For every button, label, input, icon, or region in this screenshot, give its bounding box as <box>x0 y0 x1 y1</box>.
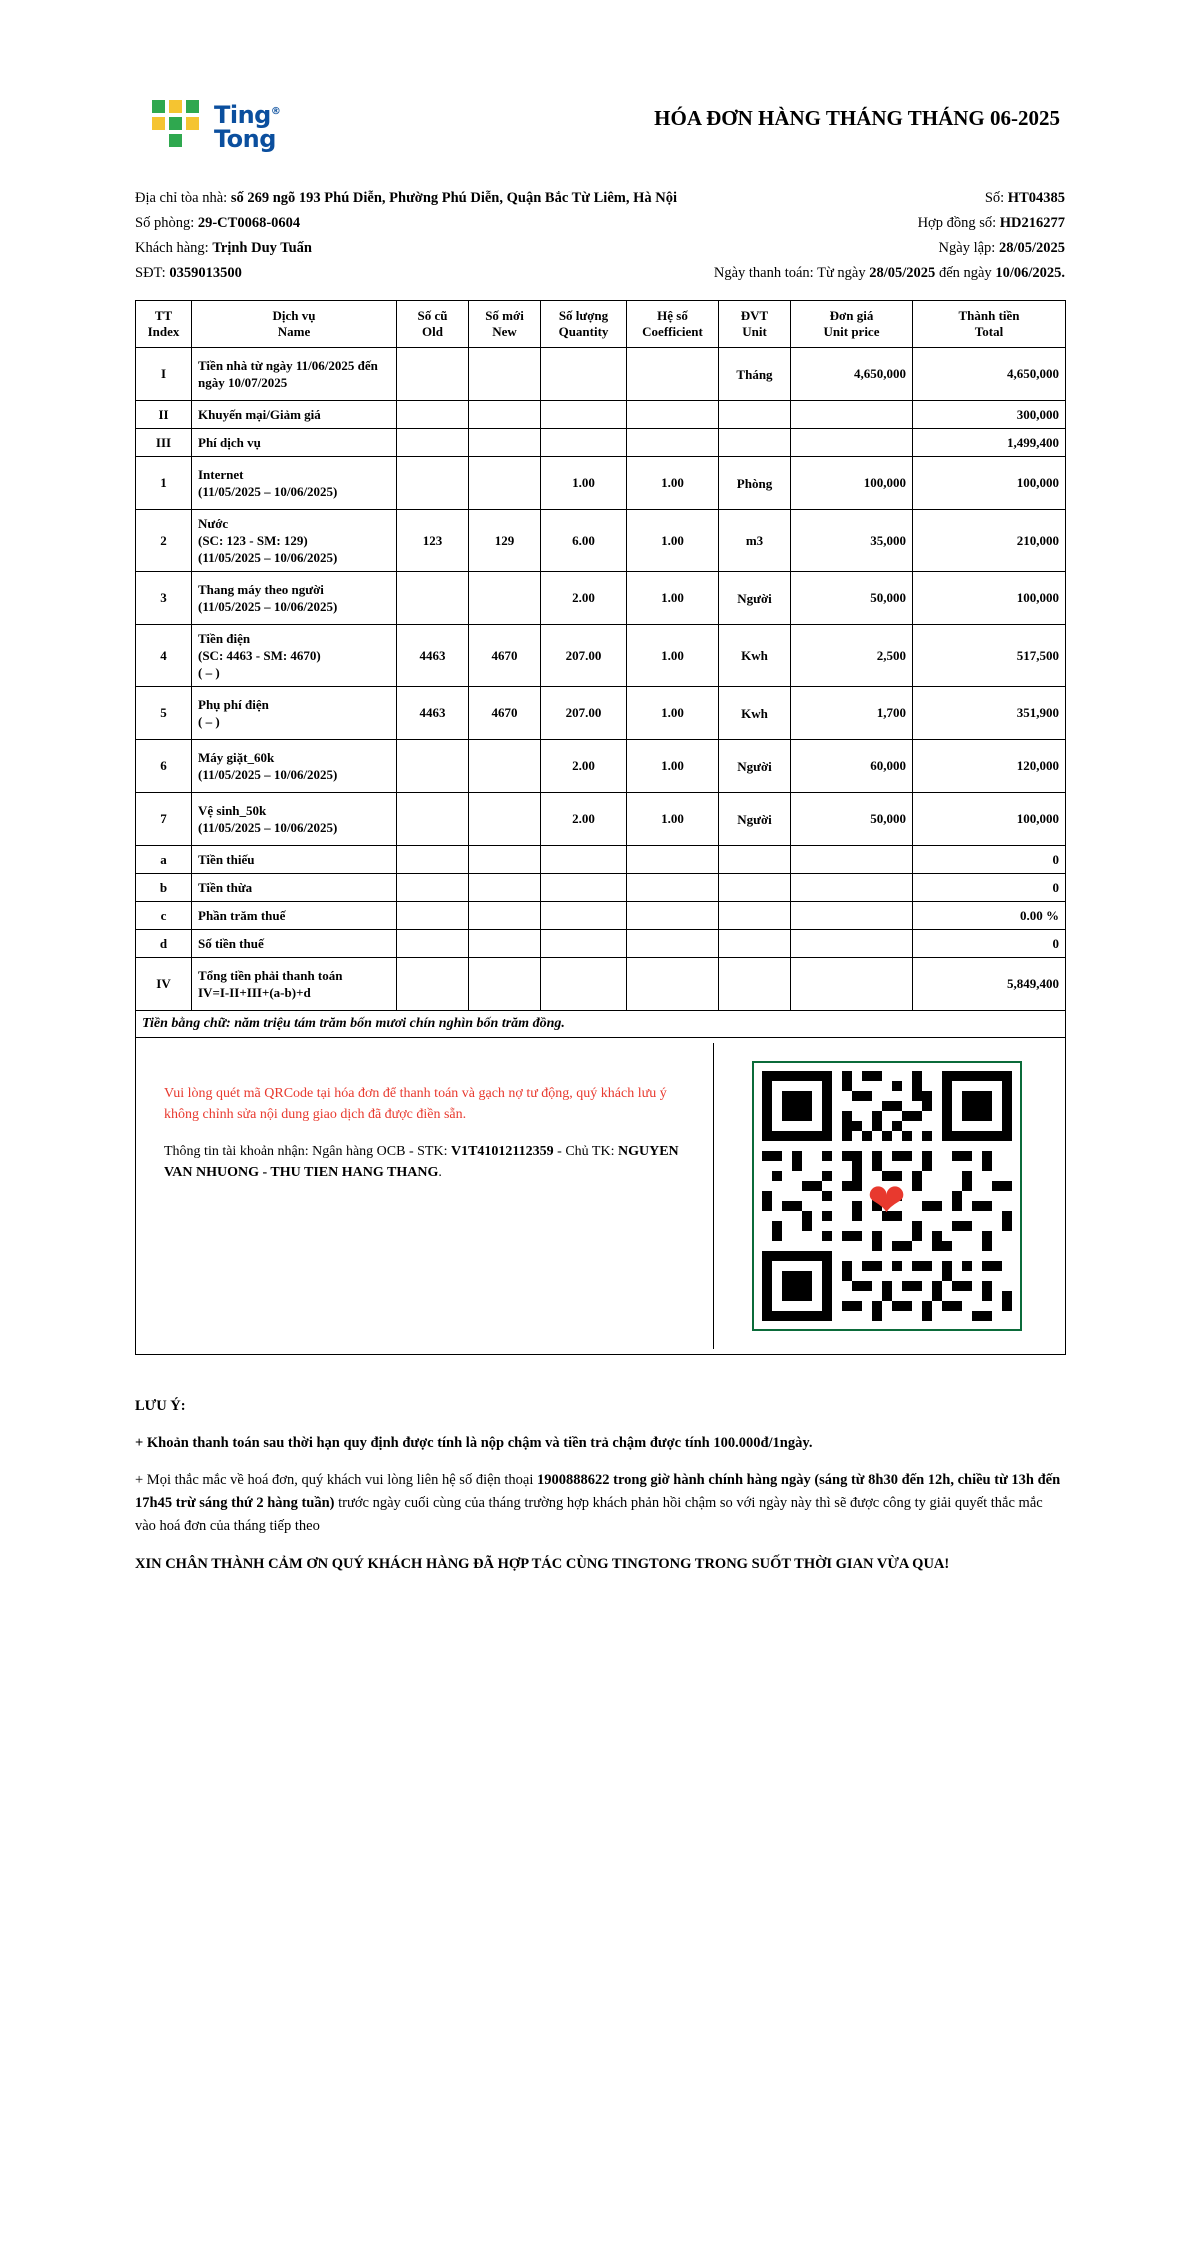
row-coefficient: 1.00 <box>627 572 719 625</box>
brand-line-1: Ting <box>214 100 271 129</box>
row-name: Khuyến mại/Giảm giá <box>192 401 397 429</box>
col-unit-top: ĐVT <box>740 308 769 323</box>
row-name-note: ( – ) <box>198 665 220 680</box>
row-total: 5,849,400 <box>913 958 1066 1011</box>
note-hotline-part-1: + Mọi thắc mắc về hoá đơn, quý khách vui lòng liên hệ số điện thoại <box>135 1472 534 1488</box>
amount-in-words: Tiền bằng chữ: năm triệu tám trăm bốn mươi chín nghìn bốn trăm đồng. <box>136 1011 1066 1038</box>
invoice-meta <box>135 186 1065 286</box>
col-price-bottom: Unit price <box>823 324 880 339</box>
row-index: IV <box>136 958 192 1011</box>
row-unit <box>719 902 791 930</box>
row-coefficient: 1.00 <box>627 687 719 740</box>
row-name-formula: IV=I-II+III+(a-b)+d <box>198 985 311 1000</box>
row-quantity: 6.00 <box>541 510 627 572</box>
table-row <box>136 625 1066 687</box>
col-index <box>136 301 192 348</box>
col-quantity-top: Số lượng <box>558 308 609 323</box>
row-old <box>397 874 469 902</box>
page-title: HÓA ĐƠN HÀNG THÁNG THÁNG 06-2025 <box>654 106 1060 130</box>
row-new: 4670 <box>469 687 541 740</box>
row-total: 0 <box>913 930 1066 958</box>
row-quantity <box>541 874 627 902</box>
row-total: 0 <box>913 874 1066 902</box>
row-price: 50,000 <box>791 572 913 625</box>
payment-period-from: 28/05/2025 <box>869 265 936 281</box>
row-unit <box>719 429 791 457</box>
row-price: 100,000 <box>791 457 913 510</box>
row-coefficient: 1.00 <box>627 457 719 510</box>
row-index: d <box>136 930 192 958</box>
row-name <box>192 572 397 625</box>
row-name-note: ( – ) <box>198 714 220 729</box>
col-index-top: TT <box>154 308 173 323</box>
row-name <box>192 457 397 510</box>
row-index: c <box>136 902 192 930</box>
note-hotline-part-3: trước ngày cuối cùng của tháng trường hợp khách phản hồi chậm so với ngày này thì sẽ được công ty giải quyết thắc mắc vào hoá đơn của tháng tiếp theo <box>135 1495 1043 1534</box>
row-index: 1 <box>136 457 192 510</box>
row-index: 2 <box>136 510 192 572</box>
row-name <box>192 625 397 687</box>
row-coefficient: 1.00 <box>627 625 719 687</box>
row-price: 60,000 <box>791 740 913 793</box>
row-new: 4670 <box>469 625 541 687</box>
row-total: 120,000 <box>913 740 1066 793</box>
col-old-bottom: Old <box>422 324 443 339</box>
contract-number-value: HD216277 <box>999 215 1065 231</box>
col-coefficient-top: Hệ số <box>657 308 688 323</box>
row-old: 123 <box>397 510 469 572</box>
row-price: 1,700 <box>791 687 913 740</box>
row-name: Số tiền thuế <box>192 930 397 958</box>
col-old <box>397 301 469 348</box>
row-quantity: 207.00 <box>541 625 627 687</box>
table-row <box>136 429 1066 457</box>
row-price: 50,000 <box>791 793 913 846</box>
col-new <box>469 301 541 348</box>
row-new <box>469 874 541 902</box>
col-name-top: Dịch vụ <box>272 308 316 323</box>
row-index: I <box>136 348 192 401</box>
row-quantity <box>541 930 627 958</box>
col-total <box>913 301 1066 348</box>
row-quantity <box>541 429 627 457</box>
row-new <box>469 902 541 930</box>
row-old <box>397 572 469 625</box>
customer-value: Trịnh Duy Tuấn <box>212 240 312 256</box>
row-unit: Người <box>719 572 791 625</box>
row-coefficient: 1.00 <box>627 793 719 846</box>
row-old <box>397 348 469 401</box>
row-old <box>397 401 469 429</box>
row-quantity <box>541 902 627 930</box>
tingtong-logo-icon <box>150 98 204 152</box>
row-coefficient <box>627 348 719 401</box>
row-unit: Phòng <box>719 457 791 510</box>
invoice-number-row <box>645 186 1065 211</box>
bank-line-end: . <box>438 1165 442 1180</box>
row-name-main: Tiền điện <box>198 631 251 646</box>
payment-period-to: 10/06/2025. <box>995 265 1065 281</box>
row-quantity <box>541 348 627 401</box>
thank-you-message: XIN CHÂN THÀNH CẢM ƠN QUÝ KHÁCH HÀNG ĐÃ HỢP TÁC CÙNG TINGTONG TRONG SUỐT THỜI GIAN VỪA QUA! <box>135 1556 950 1572</box>
col-total-top: Thành tiền <box>958 308 1020 323</box>
row-new <box>469 958 541 1011</box>
row-price <box>791 846 913 874</box>
row-unit: m3 <box>719 510 791 572</box>
col-quantity <box>541 301 627 348</box>
invoice-table-body <box>136 348 1066 1355</box>
row-total: 100,000 <box>913 572 1066 625</box>
col-name <box>192 301 397 348</box>
invoice-meta-right <box>645 186 1065 286</box>
payment-block <box>142 1043 1059 1349</box>
row-quantity <box>541 846 627 874</box>
row-price: 2,500 <box>791 625 913 687</box>
row-unit: Tháng <box>719 348 791 401</box>
row-unit <box>719 930 791 958</box>
row-total: 100,000 <box>913 793 1066 846</box>
row-unit <box>719 846 791 874</box>
row-index: 4 <box>136 625 192 687</box>
row-name-main: Tổng tiền phải thanh toán <box>198 968 343 983</box>
qr-code[interactable] <box>752 1061 1022 1331</box>
col-index-bottom: Index <box>147 324 180 339</box>
payment-period-row <box>645 261 1065 286</box>
row-total: 517,500 <box>913 625 1066 687</box>
col-unit <box>719 301 791 348</box>
row-old <box>397 793 469 846</box>
row-total: 100,000 <box>913 457 1066 510</box>
row-unit: Kwh <box>719 687 791 740</box>
bank-line-mid: - Chủ TK: <box>557 1144 615 1159</box>
row-index: III <box>136 429 192 457</box>
row-new <box>469 348 541 401</box>
row-total: 0.00 % <box>913 902 1066 930</box>
table-row <box>136 740 1066 793</box>
row-price <box>791 902 913 930</box>
col-price-top: Đơn giá <box>829 308 874 323</box>
amount-in-words-row <box>136 1011 1066 1038</box>
bank-account-number: V1T41012112359 <box>450 1144 554 1159</box>
bank-info <box>142 1043 713 1349</box>
col-new-bottom: New <box>492 324 517 339</box>
row-price: 4,650,000 <box>791 348 913 401</box>
row-name-main: Máy giặt_60k <box>198 750 275 765</box>
row-new <box>469 429 541 457</box>
row-coefficient <box>627 874 719 902</box>
note-late-payment <box>135 1432 1065 1455</box>
row-new <box>469 930 541 958</box>
row-unit <box>719 874 791 902</box>
phone-value: 0359013500 <box>169 265 242 281</box>
row-coefficient <box>627 401 719 429</box>
row-name: Phần trăm thuế <box>192 902 397 930</box>
row-name-meter: (SC: 123 - SM: 129) <box>198 533 308 548</box>
phone-label: SĐT: <box>135 265 166 281</box>
row-index: b <box>136 874 192 902</box>
row-name-main: Vệ sinh_50k <box>198 803 267 818</box>
row-name: Tiền thiếu <box>192 846 397 874</box>
row-name-period: (11/05/2025 – 10/06/2025) <box>198 767 338 782</box>
qr-instruction-note: Vui lòng quét mã QRCode tại hóa đơn để thanh toán và gạch nợ tư động, quý khách lưu ý không chỉnh sửa nội dung giao dịch đã được điền sẵn. <box>164 1086 667 1122</box>
row-name: Phí dịch vụ <box>192 429 397 457</box>
note-late-payment-text: + Khoản thanh toán sau thời hạn quy định được tính là nộp chậm và tiền trả chậm được tính 100.000đ/1ngày. <box>135 1435 813 1451</box>
row-quantity: 207.00 <box>541 687 627 740</box>
row-new <box>469 457 541 510</box>
invoice-table <box>135 300 1066 1355</box>
created-date-label: Ngày lập: <box>938 240 996 256</box>
row-quantity: 1.00 <box>541 457 627 510</box>
invoice-meta-left <box>135 186 695 286</box>
header-row <box>136 301 1066 348</box>
building-address-label: Địa chỉ tòa nhà: <box>135 190 228 206</box>
table-row <box>136 510 1066 572</box>
invoice-number-label: Số: <box>984 190 1005 206</box>
col-coefficient <box>627 301 719 348</box>
table-row <box>136 401 1066 429</box>
room-row <box>135 211 695 236</box>
row-old <box>397 457 469 510</box>
col-old-top: Số cũ <box>417 308 448 323</box>
row-name <box>192 740 397 793</box>
table-row <box>136 874 1066 902</box>
col-new-top: Số mới <box>485 308 524 323</box>
col-price <box>791 301 913 348</box>
row-total: 4,650,000 <box>913 348 1066 401</box>
table-row <box>136 846 1066 874</box>
row-old <box>397 902 469 930</box>
brand-wordmark <box>214 100 280 151</box>
row-name-main: Phụ phí điện <box>198 697 269 712</box>
row-coefficient <box>627 429 719 457</box>
customer-label: Khách hàng: <box>135 240 209 256</box>
row-coefficient: 1.00 <box>627 510 719 572</box>
row-old <box>397 429 469 457</box>
row-index: a <box>136 846 192 874</box>
row-quantity: 2.00 <box>541 793 627 846</box>
row-name-period: (11/05/2025 – 10/06/2025) <box>198 550 338 565</box>
phone-row <box>135 261 695 286</box>
building-address-row <box>135 186 695 211</box>
payment-row <box>136 1038 1066 1355</box>
brand-logo <box>135 90 280 152</box>
row-name-period: (11/05/2025 – 10/06/2025) <box>198 820 338 835</box>
brand-line-2: Tong <box>214 124 276 153</box>
row-unit <box>719 958 791 1011</box>
payment-period-mid: đến ngày <box>938 265 992 281</box>
row-old <box>397 930 469 958</box>
row-old <box>397 958 469 1011</box>
row-new <box>469 401 541 429</box>
table-row <box>136 687 1066 740</box>
row-total: 0 <box>913 846 1066 874</box>
bank-account-owner: NGUYEN VAN NHUONG - THU TIEN HANG THANG <box>164 1144 679 1180</box>
col-total-bottom: Total <box>974 324 1004 339</box>
table-row <box>136 902 1066 930</box>
row-unit <box>719 401 791 429</box>
row-unit: Người <box>719 793 791 846</box>
row-coefficient <box>627 930 719 958</box>
row-new <box>469 793 541 846</box>
row-name: Tiền nhà từ ngày 11/06/2025 đến ngày 10/07/2025 <box>192 348 397 401</box>
row-name <box>192 510 397 572</box>
note-hotline <box>135 1469 1065 1538</box>
row-new: 129 <box>469 510 541 572</box>
contract-number-label: Hợp đồng số: <box>917 215 997 231</box>
row-price <box>791 958 913 1011</box>
row-total: 1,499,400 <box>913 429 1066 457</box>
table-row <box>136 930 1066 958</box>
room-value: 29-CT0068-0604 <box>197 215 301 231</box>
note-hotline-part-2: 1900888622 trong giờ hành chính hàng ngày (sáng từ 8h30 đến 12h, chiều từ 13h đến 17h45 trừ sáng thứ 2 hàng tuần) <box>135 1472 1061 1511</box>
row-quantity <box>541 958 627 1011</box>
invoice-number-value: HT04385 <box>1007 190 1065 206</box>
row-price <box>791 401 913 429</box>
row-unit: Kwh <box>719 625 791 687</box>
row-index: 7 <box>136 793 192 846</box>
row-coefficient: 1.00 <box>627 740 719 793</box>
table-row <box>136 793 1066 846</box>
row-name-main: Thang máy theo người <box>198 582 324 597</box>
invoice-table-head <box>136 301 1066 348</box>
row-old <box>397 740 469 793</box>
customer-row <box>135 236 695 261</box>
row-index: II <box>136 401 192 429</box>
table-row-grand-total <box>136 958 1066 1011</box>
col-unit-bottom: Unit <box>742 324 767 339</box>
row-new <box>469 572 541 625</box>
row-coefficient <box>627 846 719 874</box>
notes-heading: LƯU Ý: <box>135 1398 186 1414</box>
row-new <box>469 846 541 874</box>
row-index: 6 <box>136 740 192 793</box>
row-name-meter: (SC: 4463 - SM: 4670) <box>198 648 321 663</box>
table-row <box>136 457 1066 510</box>
qr-cell <box>713 1043 1059 1349</box>
row-index: 5 <box>136 687 192 740</box>
row-coefficient <box>627 902 719 930</box>
row-price: 35,000 <box>791 510 913 572</box>
row-price <box>791 429 913 457</box>
row-name <box>192 687 397 740</box>
row-name-main: Internet <box>198 467 244 482</box>
row-price <box>791 874 913 902</box>
row-new <box>469 740 541 793</box>
col-coefficient-bottom: Coefficient <box>642 324 703 339</box>
brand-registered-icon: ® <box>270 105 281 117</box>
table-row <box>136 572 1066 625</box>
row-coefficient <box>627 958 719 1011</box>
room-label: Số phòng: <box>135 215 195 231</box>
row-total: 210,000 <box>913 510 1066 572</box>
created-date-value: 28/05/2025 <box>998 240 1065 256</box>
row-quantity: 2.00 <box>541 572 627 625</box>
row-old: 4463 <box>397 687 469 740</box>
row-unit: Người <box>719 740 791 793</box>
table-row <box>136 348 1066 401</box>
row-quantity <box>541 401 627 429</box>
row-name <box>192 958 397 1011</box>
row-name-period: (11/05/2025 – 10/06/2025) <box>198 599 338 614</box>
row-quantity: 2.00 <box>541 740 627 793</box>
row-name <box>192 793 397 846</box>
created-date-row <box>645 236 1065 261</box>
payment-period-label: Ngày thanh toán: <box>713 265 814 281</box>
row-total: 300,000 <box>913 401 1066 429</box>
row-old: 4463 <box>397 625 469 687</box>
bank-account-line <box>164 1141 691 1183</box>
footer-notes <box>135 1395 1065 1576</box>
row-price <box>791 930 913 958</box>
row-name: Tiền thừa <box>192 874 397 902</box>
row-name-period: (11/05/2025 – 10/06/2025) <box>198 484 338 499</box>
row-old <box>397 846 469 874</box>
bank-line-prefix: Thông tin tài khoản nhận: Ngân hàng OCB - STK: <box>164 1144 448 1159</box>
building-address-value: số 269 ngõ 193 Phú Diễn, Phường Phú Diễn, Quận Bắc Từ Liêm, Hà Nội <box>230 190 677 206</box>
row-index: 3 <box>136 572 192 625</box>
page-header <box>135 90 1065 152</box>
heart-icon: ❤ <box>867 1175 906 1227</box>
col-quantity-bottom: Quantity <box>558 324 609 339</box>
payment-period-prefix: Từ ngày <box>817 265 866 281</box>
contract-number-row <box>645 211 1065 236</box>
col-name-bottom: Name <box>277 324 311 339</box>
row-total: 351,900 <box>913 687 1066 740</box>
row-name-main: Nước <box>198 516 229 531</box>
